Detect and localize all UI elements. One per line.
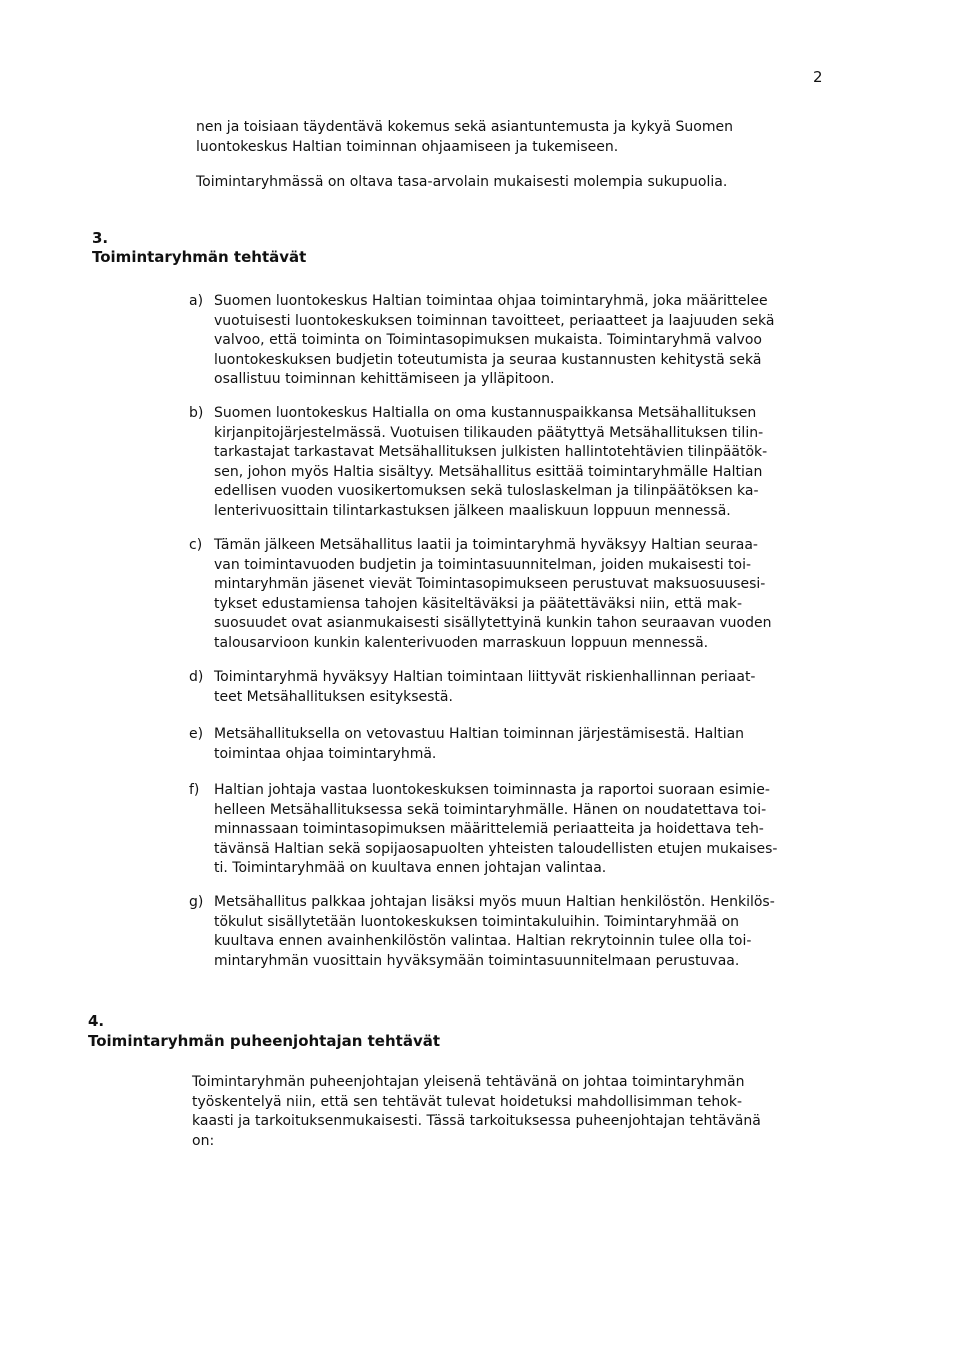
section-4-line: kaasti ja tarkoituksenmukaisesti. Tässä tarkoituksessa puheenjohtajan tehtävänä: [192, 1113, 761, 1130]
item-line: mintaryhmän jäsenet vievät Toimintasopimukseen perustuvat maksuosuusesi-: [214, 576, 766, 593]
section-4-line: Toimintaryhmän puheenjohtajan yleisenä tehtävänä on johtaa toimintaryhmän: [192, 1074, 745, 1090]
item-e-text: [214, 725, 744, 764]
item-line: minnassaan toimintasopimuksen määrittelemiä periaatteita ja hoidettava teh-: [214, 821, 764, 838]
section-3-title: Toimintaryhmän tehtävät: [92, 248, 307, 266]
item-line: lenterivuosittain tilintarkastuksen jälkeen maaliskuun loppuun mennessä.: [214, 502, 731, 519]
section-4-line: työskentelyä niin, että sen tehtävät tulevat hoidetuksi mahdollisimman tehok-: [192, 1093, 743, 1110]
item-line: talousarvioon kunkin kalenterivuoden marraskuun loppuun mennessä.: [214, 634, 709, 651]
item-line: Suomen luontokeskus Haltialla on oma kustannuspaikkansa Metsähallituksen: [214, 405, 757, 421]
item-line: helleen Metsähallituksessa sekä toimintaryhmälle. Hänen on noudatettava toi-: [214, 801, 767, 818]
section-4-line: on:: [192, 1132, 215, 1149]
item-label-e: e): [189, 726, 204, 742]
section-3-number: 3.: [92, 229, 109, 247]
item-b-text: [214, 404, 767, 522]
item-label-a: a): [189, 293, 204, 309]
intro-line: luontokeskus Haltian toiminnan ohjaamiseen ja tukemiseen.: [196, 138, 619, 155]
item-a-text: [214, 292, 774, 390]
item-g-text: [214, 893, 775, 971]
item-d-text: [214, 668, 756, 707]
item-line: Haltian johtaja vastaa luontokeskuksen toiminnasta ja raportoi suoraan esimie-: [214, 782, 770, 798]
item-line: tarkastajat tarkastavat Metsähallituksen julkisten hallintotehtävien tilinpäätök-: [214, 444, 768, 461]
item-line: sen, johon myös Haltia sisältyy. Metsähallitus esittää toimintaryhmälle Haltian: [214, 463, 763, 480]
item-c-text: [214, 536, 772, 654]
item-line: edellisen vuoden vuosikertomuksen sekä tuloslaskelman ja tilinpäätöksen ka-: [214, 483, 759, 500]
item-line: Tämän jälkeen Metsähallitus laatii ja toimintaryhmä hyväksyy Haltian seuraa-: [214, 537, 758, 553]
item-line: Metsähallituksella on vetovastuu Haltian toiminnan järjestämisestä. Haltian: [214, 726, 745, 742]
item-line: toimintaa ohjaa toimintaryhmä.: [214, 745, 437, 762]
item-line: valvoo, että toiminta on Toimintasopimuksen mukaista. Toimintaryhmä valvoo: [214, 332, 762, 349]
section-4-paragraph: [192, 1073, 761, 1151]
item-label-d: d): [189, 669, 204, 685]
section-4-number: 4.: [88, 1012, 105, 1030]
item-line: kuultava ennen avainhenkilöstön valintaa. Haltian rekrytoinnin tulee olla toi-: [214, 933, 752, 950]
item-line: van toimintavuoden budjetin ja toimintasuunnitelman, joiden mukaisesti toi-: [214, 556, 752, 573]
item-line: luontokeskuksen budjetin toteutumista ja seuraa kustannusten kehitystä sekä: [214, 351, 762, 368]
item-f-text: [214, 781, 777, 879]
item-label-b: b): [189, 405, 204, 421]
equality-paragraph: [196, 173, 727, 193]
item-line: kirjanpitojärjestelmässä. Vuotuisen tilikauden päätyttyä Metsähallituksen tilin-: [214, 424, 764, 441]
section-4-title: Toimintaryhmän puheenjohtajan tehtävät: [88, 1032, 441, 1050]
item-line: ti. Toimintaryhmää on kuultava ennen johtajan valintaa.: [214, 860, 607, 877]
equality-line: Toimintaryhmässä on oltava tasa-arvolain mukaisesti molempia sukupuolia.: [196, 174, 728, 190]
item-line: mintaryhmän vuosittain hyväksymään toimintasuunnitelmaan perustuvaa.: [214, 952, 740, 969]
intro-line: nen ja toisiaan täydentävä kokemus sekä asiantuntemusta ja kykyä Suomen: [196, 119, 733, 135]
item-line: teet Metsähallituksen esityksestä.: [214, 688, 453, 705]
item-label-g: g): [189, 894, 204, 910]
intro-paragraph: [196, 118, 733, 157]
item-line: vuotuisesti luontokeskuksen toiminnan tavoitteet, periaatteet ja laajuuden sekä: [214, 312, 775, 329]
item-line: tävänsä Haltian sekä sopijaosapuolten yhteisten taloudellisten etujen mukaises-: [214, 840, 778, 857]
item-line: Suomen luontokeskus Haltian toimintaa ohjaa toimintaryhmä, joka määrittelee: [214, 293, 768, 309]
item-label-f: f): [189, 782, 200, 798]
item-line: tykset edustamiensa tahojen käsiteltäväksi ja päätettäväksi niin, että mak-: [214, 595, 743, 612]
item-line: tökulut sisällytetään luontokeskuksen toimintakuluihin. Toimintaryhmää on: [214, 913, 740, 930]
item-line: Metsähallitus palkkaa johtajan lisäksi myös muun Haltian henkilöstön. Henkilös-: [214, 894, 775, 910]
item-line: osallistuu toiminnan kehittämiseen ja ylläpitoon.: [214, 371, 555, 388]
item-line: Toimintaryhmä hyväksyy Haltian toimintaan liittyvät riskienhallinnan periaat-: [214, 669, 756, 685]
page-number: 2: [813, 68, 823, 86]
item-label-c: c): [189, 537, 203, 553]
item-line: suosuudet ovat asianmukaisesti sisällytettyinä kunkin tahon seuraavan vuoden: [214, 615, 772, 632]
